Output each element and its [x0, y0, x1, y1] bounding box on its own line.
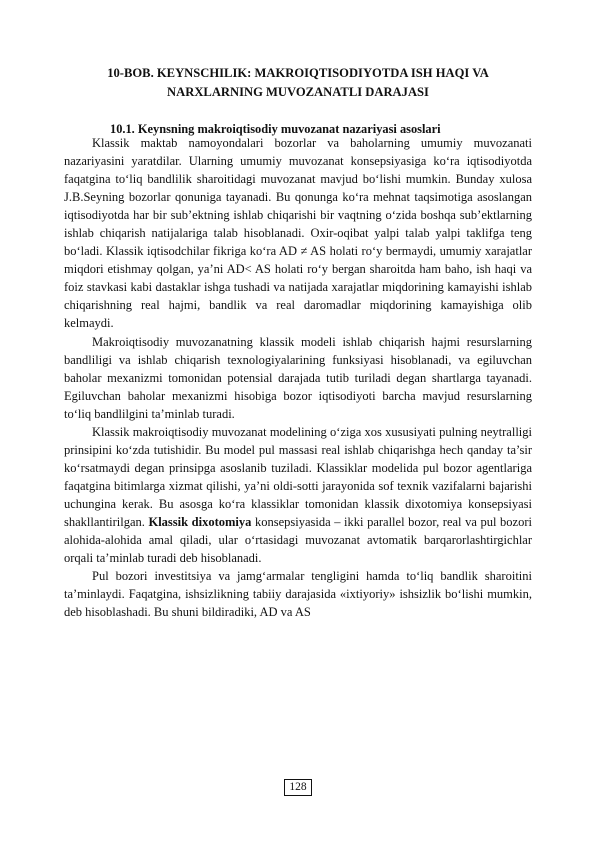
body-text: [64, 134, 532, 621]
paragraph-3-text-b: konsepsiyasida – ikki parallel bozor, real va pul bozori alohida-alohida amal qiladi, ular o‘rtasidagi muvozanat avtomatik barqarorlashtirgichlar orqali ta’minlab turadi deb hisoblanadi.: [64, 514, 532, 566]
paragraph-4: Pul bozori investitsiya va jamg‘armalar tengligini hamda to‘liq bandlik sharoitini ta’minlaydi. Faqatgina, ishsizlikning tabiiy darajasida «ixtiyoriy» ishsizlik bo‘lishi mumkin, deb hisoblashadi. Bu shuni bildiradiki, AD va AS: [64, 569, 532, 620]
paragraph-3-bold-term: Klassik dixotomiya: [148, 514, 252, 529]
chapter-title-line-1: 10-BOB. KEYNSCHILIK: MAKROIQTISODIYOTDA ISH HAQI VA: [107, 66, 489, 80]
paragraph-3-text-a: Klassik makroiqtisodiy muvozanat modelining o‘ziga xos xususiyati pulning neytralligi prinsipini ko‘zda tutishidir. Bu model pul massasi real ishlab chiqarishga hech qanday ta’sir ko‘rsatmaydi degan prinsipga asoslanib tuziladi. Klassiklar modelida pul bozor agentlariga faqatgina bitimlarga xizmat qilishi, ya’ni oldi-sotti jarayonida sof texnik vazifalarni bajarishi uchungina kerak. Bu asosga ko‘ra klassiklar tomonidan klassik dixotomiya konsepsiyasi shakllantirilgan.: [64, 424, 532, 529]
section-title: 10.1. Keynsning makroiqtisodiy muvozanat nazariyasi asoslari: [110, 122, 441, 136]
chapter-title-line-2: NARXLARNING MUVOZANATLI DARAJASI: [167, 85, 429, 99]
paragraph-3: [64, 423, 532, 567]
chapter-title: [60, 64, 536, 102]
paragraph-2: Makroiqtisodiy muvozanatning klassik modeli ishlab chiqarish hajmi resurslarning bandliligi va ishlab chiqarish texnologiyalarining funksiyasi hisoblanadi, va egiluvchan baholar mexanizmi tomonidan potensial darajada tutib turiladi degan shartlarga tayanadi. Egiluvchan baholar mexanizmi hisobiga bozor iqtisodiyoti barcha mavjud resurslarning to‘liq bandlilgini ta’minlab turadi.: [64, 334, 532, 421]
paragraph-1: Klassik maktab namoyondalari bozorlar va baholarning umumiy muvozanati nazariyasini yaratdilar. Ularning umumiy muvozanat konsepsiyasiga ko‘ra iqtisodiyotda faqatgina to‘liq bandlilik sharoitidagi muvozanat mavjud bo‘lishi mumkin. Bunday xulosa J.B.Seyning bozorlar qonuniga tayanadi. Bu qonunga ko‘ra mehnat taqsimotiga asoslangan iqtisodiyotda har bir sub’ektning ishlab chiqarishi bir vaqtning o‘zida boshqa sub’ektlarning ishlab chiqarish natijalariga talab hisoblanadi. Oxir-oqibat yalpi talab yalpi taklifga teng bo‘ladi. Klassik iqtisodchilar fikriga ko‘ra AD ≠ AS holati ro‘y bermaydi, umumiy xarajatlar miqdori etishmay qolgan, ya’ni AD< AS holati ro‘y bergan sharoitda ham baho, ish haqi va foiz stavkasi kabi dastaklar ishga tushadi va natijada xarajatlar miqdorining kamayishi ishlab chiqarishning real hajmi, bandlik va real daromadlar miqdorining kamayishiga olib kelmaydi.: [64, 136, 532, 331]
page-number: 128: [284, 779, 312, 796]
